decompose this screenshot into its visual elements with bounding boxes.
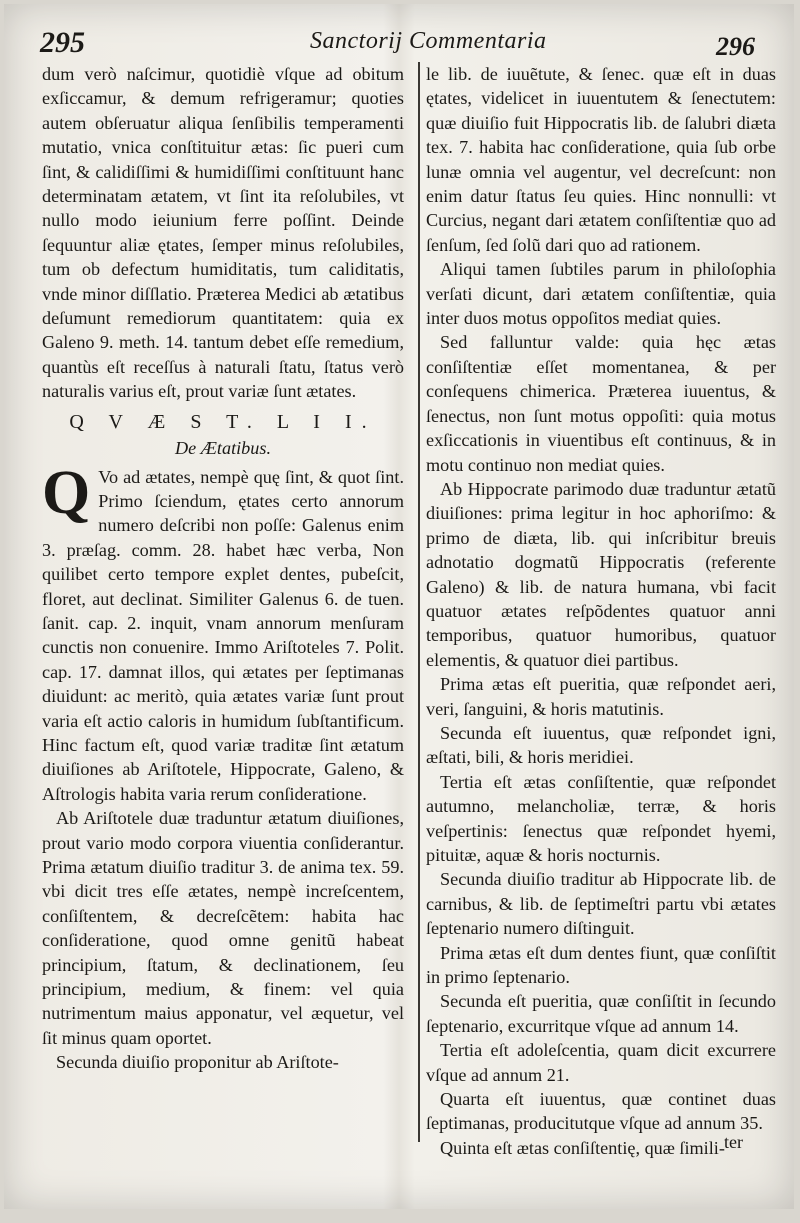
right-column: [426, 62, 776, 1160]
paragraph: le lib. de iuuẽtute, & ſenec. quæ eſt in duas ętates, videlicet in iuuentutem & ſenectutem: quæ diuiſio fuit Hippocratis lib. de ſalubri diæta tex. 7. habita hac conſideratione, quia ſub orbe lunæ omnia vel augentur, vel decreſcunt: non enim datur ſtatus ſeu quies. Hinc nonnulli: vt Curcius, negant dari ætatem conſiſtentiæ quo ad ſenſum, ſed ſolũ dari quo ad rationem.: [426, 64, 776, 255]
paragraph: Quarta eſt iuuentus, quæ continet duas ſeptimanas, producitutque vſque ad annum 35.: [426, 1089, 776, 1134]
drop-capital: Q: [42, 458, 91, 527]
paragraph: Tertia eſt ætas conſiſtentie, quæ reſpondet autumno, melancholiæ, terræ, & horis veſpertinis: ſenectus quæ reſpondet hyemi, pituitæ, aquæ & horis nocturnis.: [426, 771, 776, 865]
paragraph: Quinta eſt ætas conſiſtentię, quæ ſimili-: [440, 1137, 725, 1158]
paragraph-text: Vo ad ætates, nempè quę ſint, & quot ſint. Primo ſciendum, ętates certo annorum numero deſcribi non poſſe: Galenus enim 3. præſag. comm. 28. habet hæc verba, Non quilibet certo tempore explet dentes, pubeſcit, floret, aut declinat. Similiter Galenus 6. de tuen. ſanit. cap. 2. inquit, vnam annorum menſuram cunctis non conuenire. Immo Ariſtoteles 7. Polit. cap. 17. damnat illos, qui ætates per ſeptimanas diuidunt: ac meritò, quia ætates variæ ſunt prout varia eſt actio caloris in humidum ſubſtantificum. Hinc factum eſt, quod variæ traditæ ſint ætatum diuiſiones ab Ariſtotele, Hippocrate, Galeno, & Aſtrologis habita varia rerum conſideratione.: [42, 466, 404, 804]
paragraph: Secunda diuiſio proponitur ab Ariſtote-: [56, 1052, 339, 1073]
paragraph: Aliqui tamen ſubtiles parum in philoſophia verſati dicunt, dari ætatem conſiſtentiæ, quia inter duos motus oppoſitos mediat quies.: [426, 259, 776, 329]
paragraph: Prima ætas eſt pueritia, quæ reſpondet aeri, veri, ſanguini, & horis matutinis.: [426, 674, 776, 719]
running-head: Sanctorij Commentaria: [310, 28, 547, 54]
paragraph: Secunda eſt pueritia, quæ conſiſtit in ſecundo ſeptenario, excurritque vſque ad annum 14.: [426, 991, 776, 1036]
paragraph: Sed falluntur valde: quia hęc ætas conſiſtentiæ eſſet momentanea, & per conſequens chimerica. Præterea iuuentus, & ſenectus, non ſunt motus oppoſiti: quia motus exſiccationis in viuentibus eſt continuus, & in motu continuo non mediat quies.: [426, 332, 776, 475]
paragraph: Tertia eſt adoleſcentia, quam dicit excurrere vſque ad annum 21.: [426, 1040, 776, 1085]
paragraph: dum verò naſcimur, quotidiè vſque ad obitum exſiccamur, & demum refrigeramur; quoties autem obſeruatur aliqua ſenſibilis temperamenti mutatio, vnica conſtituitur ætas: ſic pueri cum ſint, & calidiſſimi & humidiſſimi conſtituunt hanc determinatam ætatem, vt ſint ita reſolubiles, vt nullo modo ieiunium ferre poſſint. Deinde ſequuntur aliæ ętates, ſemper minus reſolubiles, tum ob defectum humiditatis, tum caliditatis, vnde minor diſſlatio. Præterea Medici ab ætatibus deſumunt remediorum quantitatem: quia ex Galeno 9. meth. 14. tantum debet eſſe remedium, quantùs eſt receſſus à naturali ſtatu, ſtatus verò naturalis varius eſt, prout variæ ſunt ætates.: [42, 64, 404, 402]
question-heading: Q V Æ S T. L I I.: [69, 410, 377, 433]
book-spread: [4, 4, 794, 1209]
paragraph: Ab Ariſtotele duæ traduntur ætatum diuiſiones, prout vario modo corpora viuentia conſiderantur. Prima ætatum diuiſio traditur 3. de anima tex. 59. vbi dicit tres eſſe ætates, nempè increſcentem, conſiſtentem, & decreſcẽtem: habita hac conſideratione, quod omne genitũ habeat principium, ſtatum, & declinationem, ſeu principium, medium, & finem: vel quia nutrimentum maius apponatur, vel æquetur, vel ſit minus quam oportet.: [42, 808, 404, 1048]
paragraph: Secunda diuiſio traditur ab Hippocrate lib. de carnibus, & lib. de ſeptimeſtri partu vbi ætates ſeptenario numero diſtinguit.: [426, 869, 776, 939]
left-column: [42, 62, 404, 1075]
catchword: ter: [724, 1132, 743, 1152]
question-title: De Ætatibus.: [175, 438, 271, 459]
paragraph: Secunda eſt iuuentus, quæ reſpondet igni, æſtati, bili, & horis meridiei.: [426, 722, 776, 768]
page-number-left: 295: [40, 26, 85, 59]
paragraph-with-dropcap: [42, 458, 404, 807]
page-number-right: 296: [716, 32, 755, 61]
paragraph: Ab Hippocrate parimodo duæ traduntur ætatũ diuiſiones: prima legitur in hoc aphoriſmo: & primo de diæta, lib. qui inſcribitur breuis adnotatio dogmatũ Hippocratis (referente Galeno) & lib. de natura humana, vbi facit quatuor ætates reſpõdentes quatuor anni temporibus, quatuor humoribus, quatuor elementis, & quatuor diei partibus.: [426, 478, 776, 670]
paragraph: Prima ætas eſt dum dentes fiunt, quæ conſiſtit in primo ſeptenario.: [426, 942, 776, 988]
page-header: [4, 26, 794, 66]
column-rule: [418, 62, 420, 1142]
